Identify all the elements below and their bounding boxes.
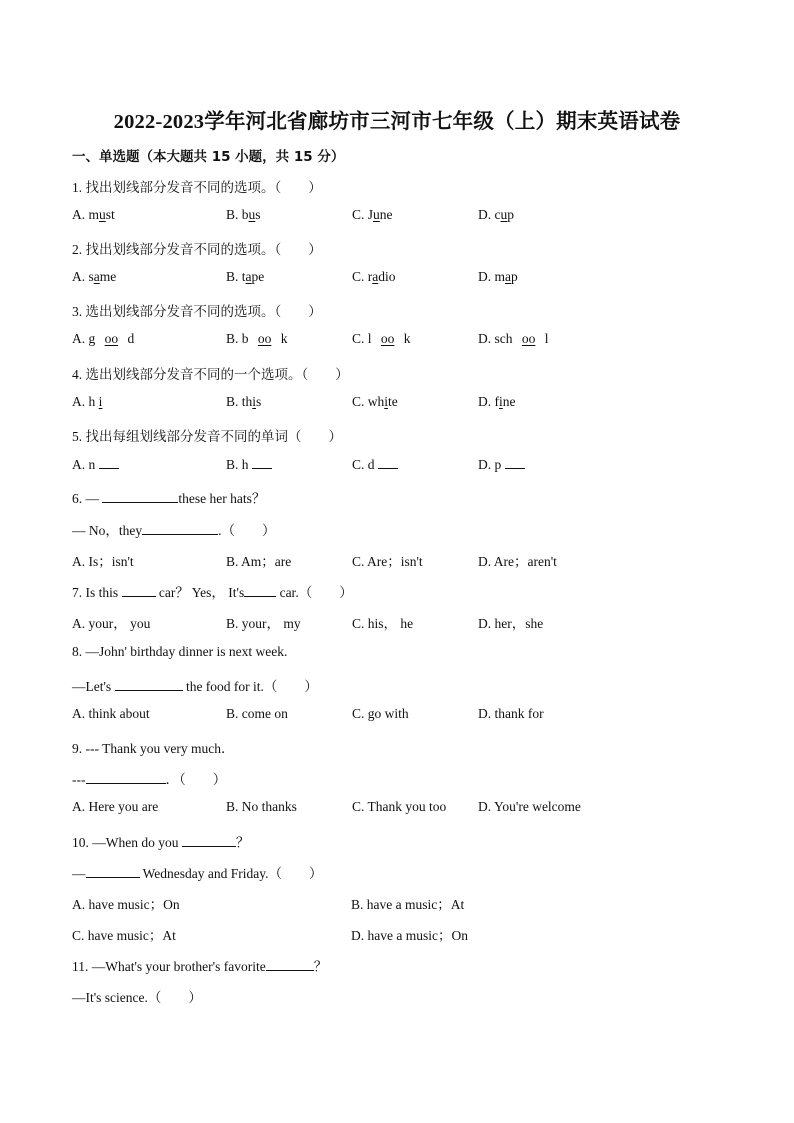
option-c[interactable]: C. l oo k [352,331,411,346]
option-a[interactable]: A. Is；isn't [72,554,134,569]
option-c[interactable]: C. Are；isn't [352,554,423,569]
answer-blank[interactable] [86,771,166,784]
option-c[interactable]: C. go with [352,706,409,721]
question-10-options-row-1 [72,893,772,913]
option-b[interactable]: B. h [226,456,272,473]
option-a[interactable]: A. your， you [72,616,151,631]
option-d[interactable]: D. sch oo l [478,331,549,346]
option-a[interactable]: A. n [72,456,119,473]
option-b[interactable]: B. bus [226,207,261,222]
option-a[interactable]: A. think about [72,706,150,721]
option-c[interactable]: C. radio [352,269,396,284]
option-c[interactable]: C. his， he [352,616,414,631]
question-9-line-2: --- ．（ ） [72,772,227,787]
answer-blank[interactable] [182,834,236,847]
question-11-line-1: 11. —What's your brother's favorite ？ [72,959,328,974]
page-title: 2022-2023学年河北省廊坊市三河市七年级（上）期末英语试卷 [113,111,681,133]
question-5-options [72,456,772,476]
question-1-options [72,207,772,227]
question-2-stem: 2. 找出划线部分发音不同的选项。（ ） [72,242,322,257]
option-d[interactable]: D. p [478,456,525,473]
question-6-line-1: 6. — these her hats？ [72,491,266,506]
option-d[interactable]: D. map [478,269,518,284]
answer-blank[interactable] [115,678,183,691]
question-10-options-row-2 [72,924,772,944]
question-4-options [72,394,772,414]
answer-blank[interactable] [86,865,140,878]
question-3-options [72,331,772,351]
option-c[interactable]: C. June [352,207,393,222]
option-d[interactable]: D. fine [478,394,516,409]
question-10-line-1: 10. —When do you ？ [72,835,250,850]
option-c[interactable]: C. Thank you too [352,799,447,814]
question-2-options [72,269,772,289]
option-b[interactable]: B. tape [226,269,265,284]
option-b[interactable]: B. your， my [226,616,301,631]
option-b[interactable]: B. No thanks [226,799,297,814]
option-d[interactable]: D. You're welcome [478,799,581,814]
question-8-line-2: —Let's the food for it.（ ） [72,679,318,694]
question-1-stem: 1. 找出划线部分发音不同的选项。（ ） [72,180,322,195]
answer-blank[interactable] [266,958,314,971]
option-c[interactable]: C. d [352,456,398,473]
question-6-line-2: — No，they .（ ） [72,523,276,538]
option-b[interactable]: B. come on [226,706,288,721]
option-d[interactable]: D. Are；aren't [478,554,557,569]
option-d[interactable]: D. cup [478,207,514,222]
question-6-options [72,550,772,570]
option-b[interactable]: B. have a music；At [351,897,465,912]
option-d[interactable]: D. her，she [478,616,544,631]
option-c[interactable]: C. have music；At [72,928,176,943]
answer-blank[interactable] [122,584,156,597]
option-d[interactable]: D. thank for [478,706,544,721]
section-heading: 一、单选题（本大题共 15 小题，共 15 分） [72,149,345,165]
option-a[interactable]: A. same [72,269,117,284]
question-7-options [72,612,772,632]
question-4-stem: 4. 选出划线部分发音不同的一个选项。（ ） [72,367,349,382]
option-c[interactable]: C. white [352,394,398,409]
answer-blank[interactable] [102,490,178,503]
option-b[interactable]: B. this [226,394,262,409]
option-a[interactable]: A. must [72,207,115,222]
question-9-line-1: 9. --- Thank you very much． [72,741,235,756]
answer-blank[interactable] [244,584,276,597]
option-a[interactable]: A. Here you are [72,799,159,814]
question-11-line-2: —It's science.（ ） [72,990,202,1005]
option-d[interactable]: D. have a music；On [351,928,468,943]
question-8-line-1: 8. —John' birthday dinner is next week. [72,644,288,659]
answer-blank[interactable] [142,522,218,535]
option-b[interactable]: B. Am；are [226,554,292,569]
question-9-options [72,799,772,819]
question-7-line-1: 7. Is this car？ Yes， It's car.（ ） [72,585,353,600]
question-3-stem: 3. 选出划线部分发音不同的选项。（ ） [72,304,322,319]
option-b[interactable]: B. b oo k [226,331,288,346]
question-10-line-2: — Wednesday and Friday.（ ） [72,866,323,881]
option-a[interactable]: A. g oo d [72,331,135,346]
option-a[interactable]: A. have music；On [72,897,180,912]
question-8-options [72,706,772,726]
question-5-stem: 5. 找出每组划线部分发音不同的单词（ ） [72,429,342,444]
option-a[interactable]: A. h i [72,394,103,409]
